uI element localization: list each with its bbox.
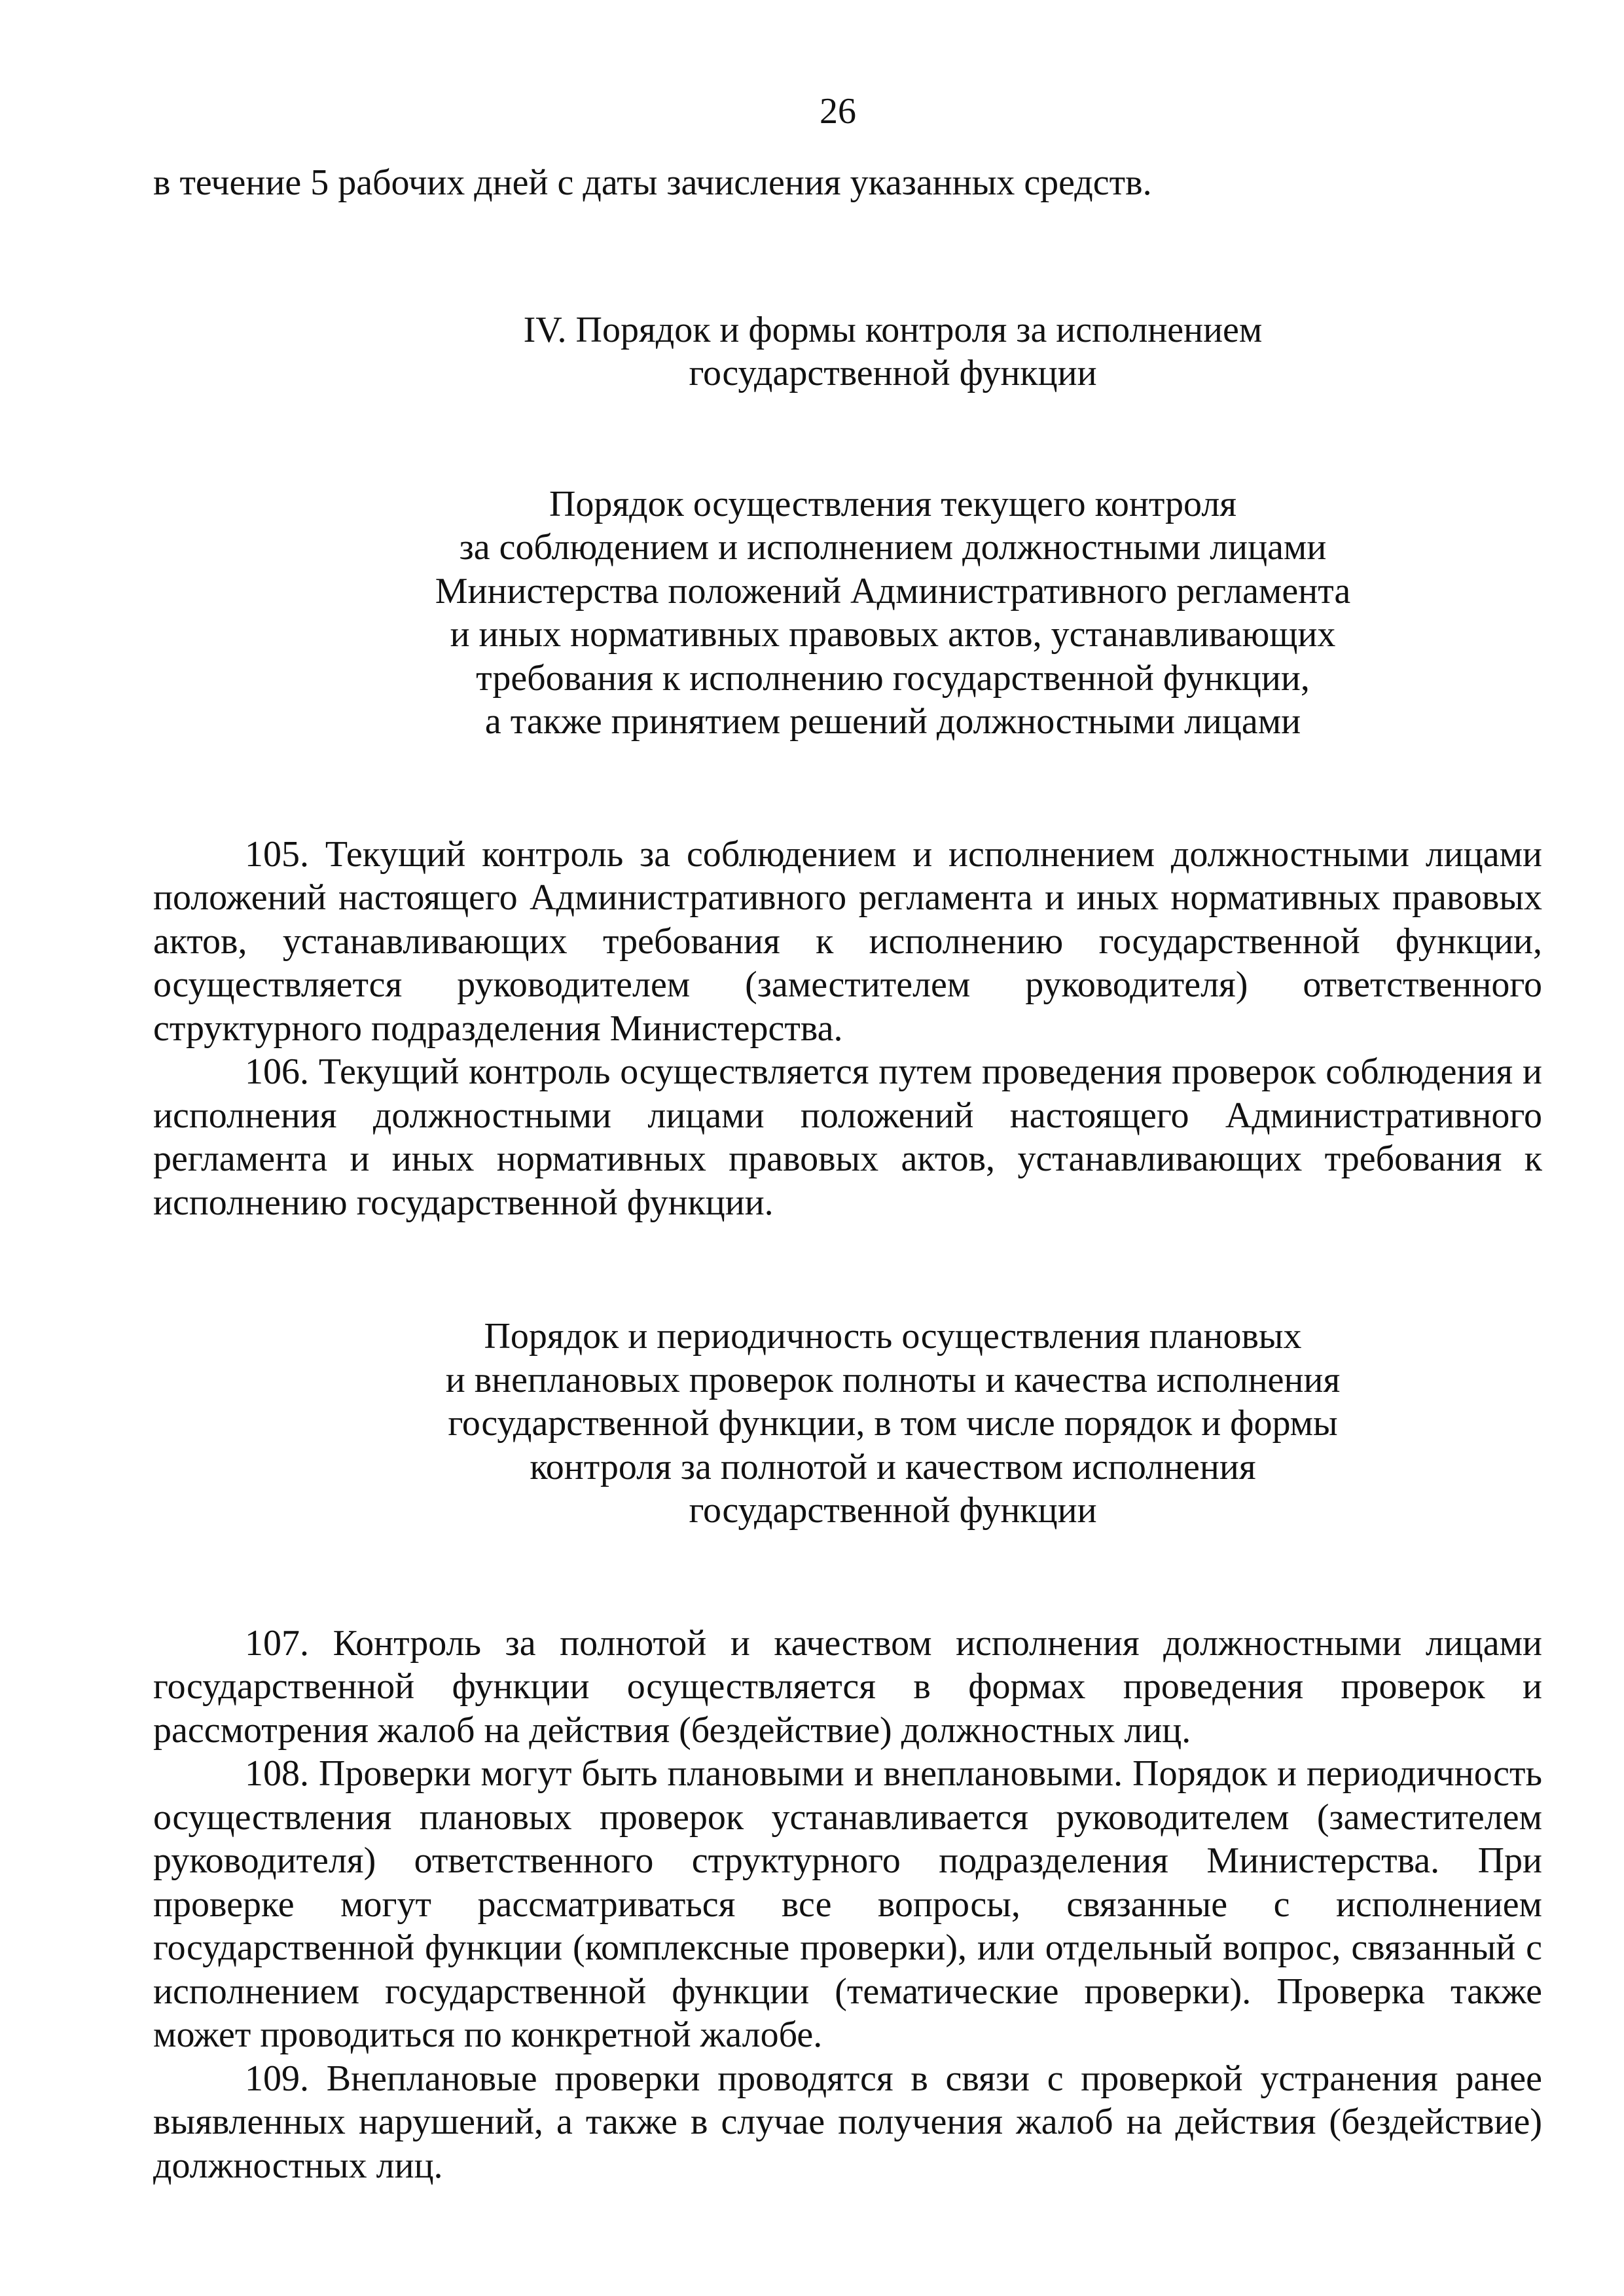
subheading-line: и иных нормативных правовых актов, устанавливающих [450, 614, 1336, 655]
subheading-line: государственной функции [689, 1490, 1097, 1531]
subheading-line: государственной функции, в том числе порядок и формы [448, 1403, 1338, 1444]
section-heading-line: IV. Порядок и формы контроля за исполнением [523, 309, 1263, 350]
subheading-line: Порядок и периодичность осуществления плановых [484, 1316, 1302, 1357]
subheading-inspections [153, 1315, 1542, 1533]
subheading-line: требования к исполнению государственной функции, [476, 657, 1310, 699]
paragraph-106: 106. Текущий контроль осуществляется путем проведения проверок соблюдения и исполнения должностными лицами положений настоящего Административного регламента и иных нормативных правовых актов, устанавливающих требования к исполнению государственной функции. [153, 1051, 1542, 1223]
paragraph-107: 107. Контроль за полнотой и качеством исполнения должностными лицами государственной функции осуществляется в формах проведения проверок и рассмотрения жалоб на действия (бездействие) должностных лиц. [153, 1622, 1542, 1751]
subheading-current-control [153, 483, 1542, 744]
page-number: 26 [820, 91, 856, 132]
subheading-line: Министерства положений Административного регламента [435, 570, 1351, 611]
continuation-text: в течение 5 рабочих дней с даты зачисления указанных средств. [153, 162, 1152, 203]
paragraph-108: 108. Проверки могут быть плановыми и внеплановыми. Порядок и периодичность осуществления плановых проверок устанавливается руководителем (заместителем руководителя) ответственного структурного подразделения Министерства. При проверке могут рассматриваться все вопросы, связанные с исполнением государственной функции (комплексные проверки), или отдельный вопрос, связанный с исполнением государственной функции (тематические проверки). Проверка также может проводиться по конкретной жалобе. [153, 1753, 1542, 2055]
section-heading [153, 308, 1542, 395]
subheading-line: контроля за полнотой и качеством исполнения [530, 1446, 1256, 1487]
paragraph-105: 105. Текущий контроль за соблюдением и исполнением должностными лицами положений настоящего Административного регламента и иных нормативных правовых актов, устанавливающих требования к исполнению государственной функции, осуществляется руководителем (заместителем руководителя) ответственного структурного подразделения Министерства. [153, 833, 1542, 1049]
subheading-line: Порядок осуществления текущего контроля [549, 483, 1237, 524]
paragraph-109: 109. Внеплановые проверки проводятся в связи с проверкой устранения ранее выявленных нарушений, а также в случае получения жалоб на действия (бездействие) должностных лиц. [153, 2058, 1542, 2186]
section-heading-line: государственной функции [689, 353, 1097, 393]
document-body [153, 161, 1542, 2187]
subheading-line: а также принятием решений должностными лицами [484, 701, 1301, 742]
subheading-line: и внеплановых проверок полноты и качества исполнения [445, 1359, 1341, 1400]
subheading-line: за соблюдением и исполнением должностными лицами [459, 527, 1327, 568]
